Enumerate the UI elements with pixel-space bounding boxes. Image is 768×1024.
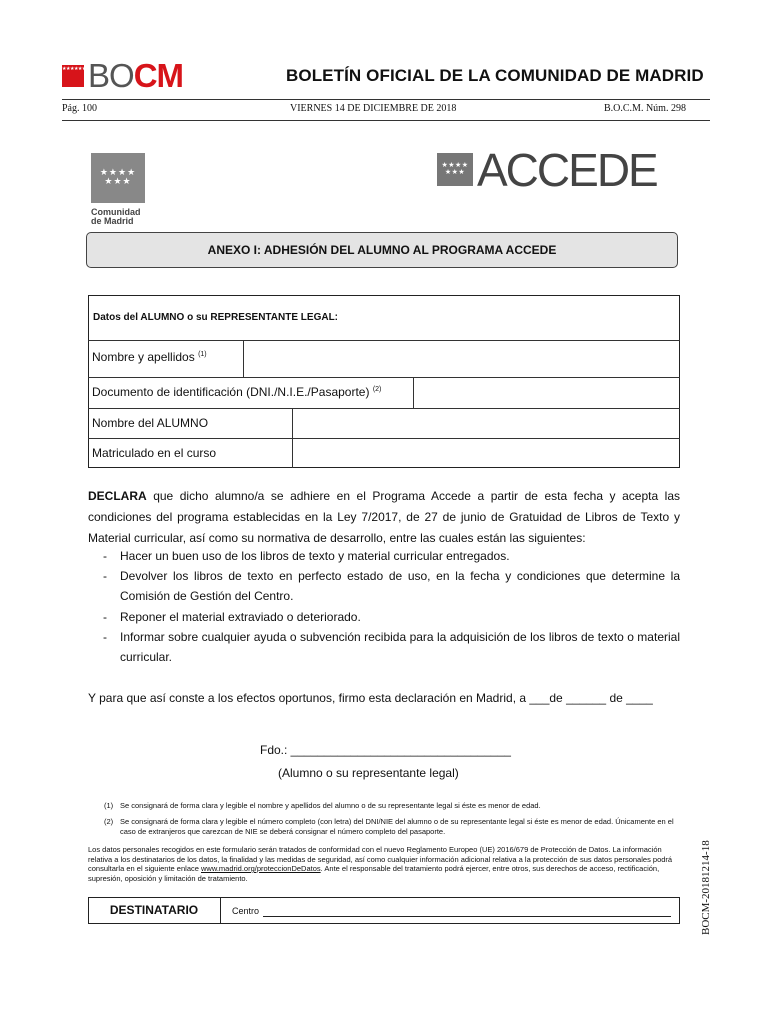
declaration-text	[88, 486, 680, 549]
table-divider	[88, 377, 680, 378]
note-text: Se consignará de forma clara y legible el nombre y apellidos del alumno o de su representante legal si éste es menor de edad.	[120, 801, 541, 810]
masthead-title: BOLETÍN OFICIAL DE LA COMUNIDAD DE MADRID	[286, 66, 704, 85]
label-text: Documento de identificación (DNI./N.I.E./Pasaporte)	[92, 385, 370, 399]
note-number: (2)	[104, 817, 114, 826]
cell-divider	[413, 377, 414, 408]
list-bullet: -	[103, 610, 107, 624]
note-text: Se consignará de forma clara y legible el número completo (con letra) del DNI/NIE del alumno o de su representante legal si éste es menor de edad. Únicamente en el caso de extranjeros que carezcan de NIE se deberá consignar el número completo del pasaporte.	[120, 817, 674, 836]
list-item: Hacer un buen uso de los libros de texto y material curricular entregados.	[120, 549, 510, 563]
cm-line2: de Madrid	[91, 216, 134, 226]
table-divider	[88, 408, 680, 409]
curso-field[interactable]	[294, 440, 677, 466]
sign-statement: Y para que así conste a los efectos oportunos, firmo esta declaración en Madrid, a ___de ______ de ____	[88, 691, 653, 705]
cm-stars-row2: ★★★	[104, 176, 132, 186]
declara-lead: DECLARA	[88, 489, 147, 503]
nombre-alumno-field[interactable]	[294, 410, 677, 436]
list-bullet: -	[103, 569, 107, 583]
page-number: Pág. 100	[62, 103, 97, 114]
documento-field[interactable]	[415, 379, 677, 406]
cm-line1: Comunidad	[91, 207, 141, 217]
list-item: Devolver los libros de texto en perfecto estado de uso, en la fecha y condiciones que determine la Comisión de Gestión del Centro.	[120, 569, 680, 603]
accede-logo	[477, 145, 657, 195]
centro-label: Centro	[232, 906, 260, 916]
list-bullet: -	[103, 630, 107, 644]
bocm-logo-cm: CM	[133, 57, 184, 94]
label-text: Nombre y apellidos	[92, 350, 195, 364]
list-item: Reponer el material extraviado o deteriorado.	[120, 610, 361, 624]
centro-field[interactable]	[263, 916, 671, 917]
bocm-logo	[88, 56, 183, 96]
row-label-documento	[92, 385, 381, 399]
table-divider	[88, 340, 680, 341]
accede-c: C	[536, 144, 569, 196]
accede-suffix: EDE	[568, 144, 657, 196]
signature-line: Fdo.: _________________________________	[260, 743, 511, 757]
destinatario-label: DESTINATARIO	[109, 903, 199, 917]
note-number: (1)	[104, 801, 114, 810]
declaration-body: que dicho alumno/a se adhiere en el Programa Accede a partir de esta fecha y acepta las condiciones del programa establecidas en la Ley 7/2017, de 27 de junio de Gratuidad de Libros de Texto y Material curricular, así como su normativa de desarrollo, entre las cuales están las siguientes:	[88, 489, 680, 545]
table-divider	[88, 438, 680, 439]
issue-number: B.O.C.M. Núm. 298	[604, 103, 686, 114]
list-item: Informar sobre cualquier ayuda o subvención recibida para la adquisición de los libros de texto o material curricular.	[120, 630, 680, 664]
header-rule	[62, 99, 710, 100]
data-protection-link[interactable]: www.madrid.org/proteccionDeDatos	[201, 864, 321, 873]
annex-title: ANEXO I: ADHESIÓN DEL ALUMNO AL PROGRAMA ACCEDE	[207, 243, 557, 257]
table-heading: Datos del ALUMNO o su REPRESENTANTE LEGAL:	[93, 312, 339, 323]
data-protection-notice	[88, 845, 680, 883]
header-rule-bottom	[62, 120, 710, 121]
cm-stars-row1: ★★★★	[99, 167, 137, 177]
destinatario-divider	[220, 897, 221, 924]
cell-divider	[243, 340, 244, 377]
footnote-ref: (2)	[372, 386, 382, 393]
row-label-nombre-apellidos	[92, 350, 207, 364]
accede-stars	[437, 162, 473, 176]
legal-before: Los datos personales recogidos en este formulario serán tratados de conformidad con el nuevo Reglamento Europeo (UE) 2016/679 de Protección de Datos. La información relativa a los destinatarios de los datos, la finalidad y las medidas de seguridad, así como cualquier información adicional relativa a la protección de sus datos personales podrá consultarla en el siguiente enlace	[88, 845, 673, 873]
comunidad-madrid-logo-text	[91, 208, 141, 226]
row-label-nombre-alumno: Nombre del ALUMNO	[92, 416, 209, 430]
footnote-ref: (1)	[198, 351, 207, 358]
issue-date: VIERNES 14 DE DICIEMBRE DE 2018	[290, 103, 457, 114]
list-bullet: -	[103, 549, 107, 563]
ac-stars-row1: ★★★★	[441, 162, 469, 169]
row-label-curso: Matriculado en el curso	[92, 446, 217, 460]
cell-divider	[292, 408, 293, 468]
accede-prefix: AC	[477, 144, 537, 196]
comunidad-madrid-stars	[91, 168, 145, 186]
side-document-code: BOCM-20181214-18	[700, 840, 712, 935]
nombre-apellidos-field[interactable]	[245, 342, 677, 375]
legal-after: . Ante el responsable del tratamiento podrá ejercer, entre otros, sus derechos de acceso, rectificación, supresión, oposición y limitación de tratamiento.	[88, 864, 660, 883]
ac-stars-row2: ★★★	[444, 169, 466, 176]
bocm-logo-bo: BO	[88, 57, 134, 94]
signature-role: (Alumno o su representante legal)	[278, 766, 459, 780]
bocm-logo-stars: ★★★★★★★	[62, 66, 90, 72]
